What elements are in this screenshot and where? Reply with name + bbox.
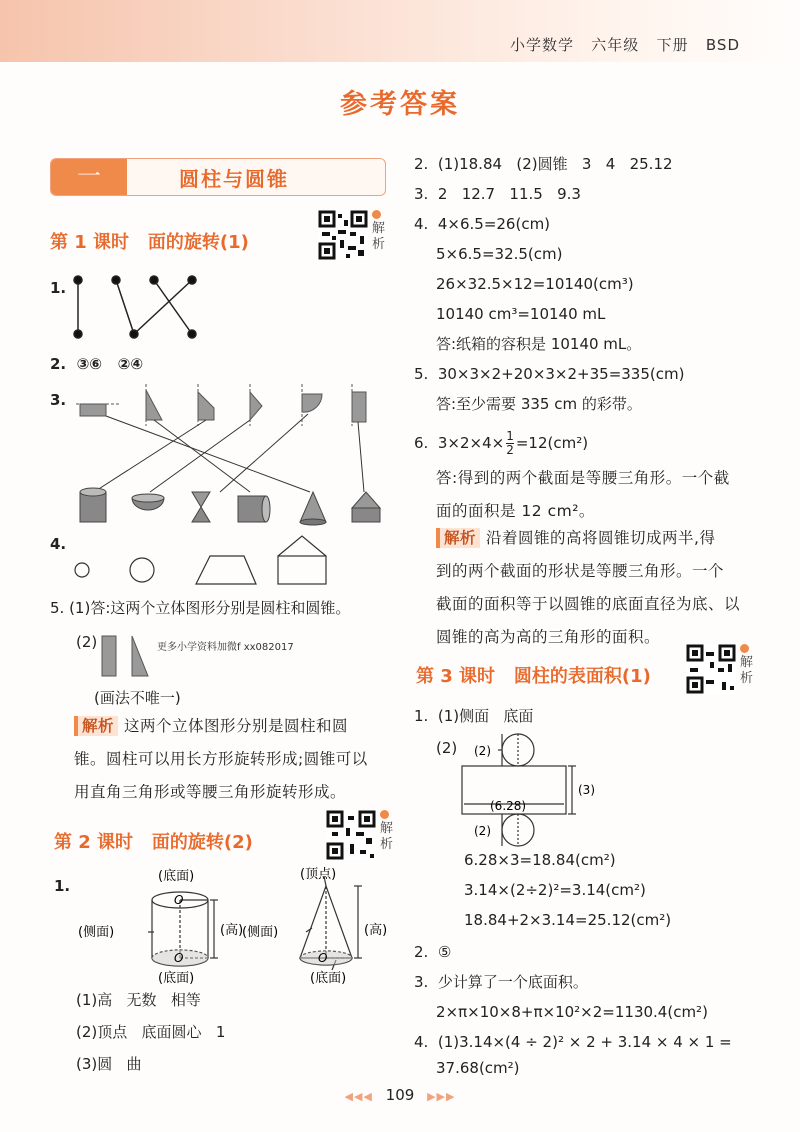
prev-arrows-icon: ◀◀◀ <box>344 1090 373 1103</box>
lesson-2-title: 第 2 课时 面的旋转(2) <box>54 832 253 853</box>
r-q6-formula: 6. 3×2×4× $\frac{1}{2}$ =12(cm²) <box>414 429 589 457</box>
l2-answer-1: (1)高 无数 相等 <box>76 991 201 1009</box>
net-bottom-label: (2) <box>474 824 491 838</box>
jiexi-label[interactable]: 解 析 <box>740 644 754 687</box>
chapter-title: 圆柱与圆锥 <box>179 167 289 191</box>
page-footer <box>0 1086 800 1104</box>
analysis-tag: 解析 <box>74 716 118 736</box>
q2-answer: 2. ③⑥ ②④ <box>50 355 144 373</box>
net-top-label: (2) <box>474 744 491 758</box>
qr-code-icon[interactable] <box>318 210 368 260</box>
r-q4-line2: 5×6.5=32.5(cm) <box>436 245 563 263</box>
r-q2: 2. (1)18.84 (2)圆锥 3 4 25.12 <box>414 155 673 173</box>
play-icon <box>372 210 381 219</box>
s-q4-line2: 37.68(cm²) <box>436 1059 520 1077</box>
cone-bottom-center: O <box>318 951 328 965</box>
cyl-side-label: (侧面) <box>78 925 115 940</box>
calc-2: 3.14×(2÷2)²=3.14(cm²) <box>464 881 646 899</box>
analysis-2: 解析 沿着圆锥的高将圆锥切成两半,得 到的两个截面的形状是等腰三角形。一个 截面的面积等于以圆锥的底面直径为底、以 圆锥的高为高的三角形的面积。 <box>436 529 741 646</box>
calc-3: 18.84+2×3.14=25.12(cm²) <box>464 911 672 929</box>
cone-side-label: (侧面) <box>242 925 279 940</box>
net-right-label: (3) <box>578 783 595 797</box>
s-q1-part1: 1. (1)侧面 底面 <box>414 707 534 725</box>
q5-shapes <box>98 634 154 678</box>
l2-answer-2: (2)顶点 底面圆心 1 <box>76 1023 226 1041</box>
cylinder-cone-diagram <box>74 866 388 986</box>
chapter-header <box>50 158 386 196</box>
lesson-3-title: 第 3 课时 圆柱的表面积(1) <box>416 666 651 687</box>
chapter-number: 一 <box>51 159 127 195</box>
cyl-top-center: O <box>174 893 184 907</box>
l2-answer-3: (3)圆 曲 <box>76 1055 142 1073</box>
watermark-note: 更多小学资料加微f xx082017 <box>157 642 294 653</box>
q1-label: 1. <box>50 279 67 297</box>
cone-bottom-label: (底面) <box>310 971 347 986</box>
q4-label: 4. <box>50 535 67 553</box>
calc-1: 6.28×3=18.84(cm²) <box>464 851 616 869</box>
q5-part2-label: (2) <box>76 633 98 651</box>
r-q3: 3. 2 12.7 11.5 9.3 <box>414 185 581 203</box>
analysis-1: 解析 这两个立体图形分别是圆柱和圆 锥。圆柱可以用长方形旋转形成;圆锥可以 用直角三角形或等腰三角形旋转形成。 <box>74 717 368 801</box>
net-mid-label: (6.28) <box>490 799 527 813</box>
s-q4-line1: 4. (1)3.14×(4 ÷ 2)² × 2 + 3.14 × 4 × 1 = <box>414 1033 732 1051</box>
q4-cross-sections <box>70 526 370 590</box>
r-q4-line3: 26×32.5×12=10140(cm³) <box>436 275 634 293</box>
q5-note: (画法不唯一) <box>94 689 181 707</box>
cyl-bottom-label: (底面) <box>158 971 195 986</box>
lesson-1-title: 第 1 课时 面的旋转(1) <box>50 232 249 253</box>
cone-apex-label: (顶点) <box>300 867 337 882</box>
jiexi-label[interactable]: 解 析 <box>372 210 386 253</box>
s-q2: 2. ⑤ <box>414 943 452 961</box>
qr-code-icon[interactable] <box>686 644 736 694</box>
analysis-tag: 解析 <box>436 528 480 548</box>
r-q4-line4: 10140 cm³=10140 mL <box>436 305 606 323</box>
cyl-bottom-center: O <box>174 951 184 965</box>
r-q5-line1: 5. 30×3×2+20×3×2+35=335(cm) <box>414 365 685 383</box>
s-q3: 3. 少计算了一个底面积。 <box>414 973 588 991</box>
l2-q1-label: 1. <box>54 877 71 895</box>
s-q1-part2-label: (2) <box>436 739 458 757</box>
cyl-height-label: (高) <box>220 923 244 938</box>
q1-matching-lines <box>70 272 220 342</box>
play-icon <box>740 644 749 653</box>
cone-height-label: (高) <box>364 923 388 938</box>
next-arrows-icon: ▶▶▶ <box>427 1090 456 1103</box>
play-icon <box>380 810 389 819</box>
page-title: 参考答案 <box>340 89 460 120</box>
r-q4-line1: 4. 4×6.5=26(cm) <box>414 215 551 233</box>
q3-label: 3. <box>50 391 67 409</box>
r-q5-answer: 答:至少需要 335 cm 的彩带。 <box>436 395 642 413</box>
cyl-top-label: (底面) <box>158 869 195 884</box>
page-number: 109 <box>385 1086 415 1104</box>
header-subject: 小学数学 六年级 下册 BSD <box>509 36 740 54</box>
q5-part1: 5. (1)答:这两个立体图形分别是圆柱和圆锥。 <box>50 599 351 617</box>
r-q4-answer: 答:纸箱的容积是 10140 mL。 <box>436 335 642 353</box>
q3-rotation-matching <box>70 380 390 526</box>
r-q6-answer: 答:得到的两个截面是等腰三角形。一个截 面的面积是 12 cm²。 <box>436 469 730 520</box>
jiexi-label[interactable]: 解 析 <box>380 810 394 853</box>
cylinder-net-diagram <box>444 730 624 856</box>
qr-code-icon[interactable] <box>326 810 376 860</box>
s-q3-calc: 2×π×10×8+π×10²×2=1130.4(cm²) <box>436 1003 708 1021</box>
